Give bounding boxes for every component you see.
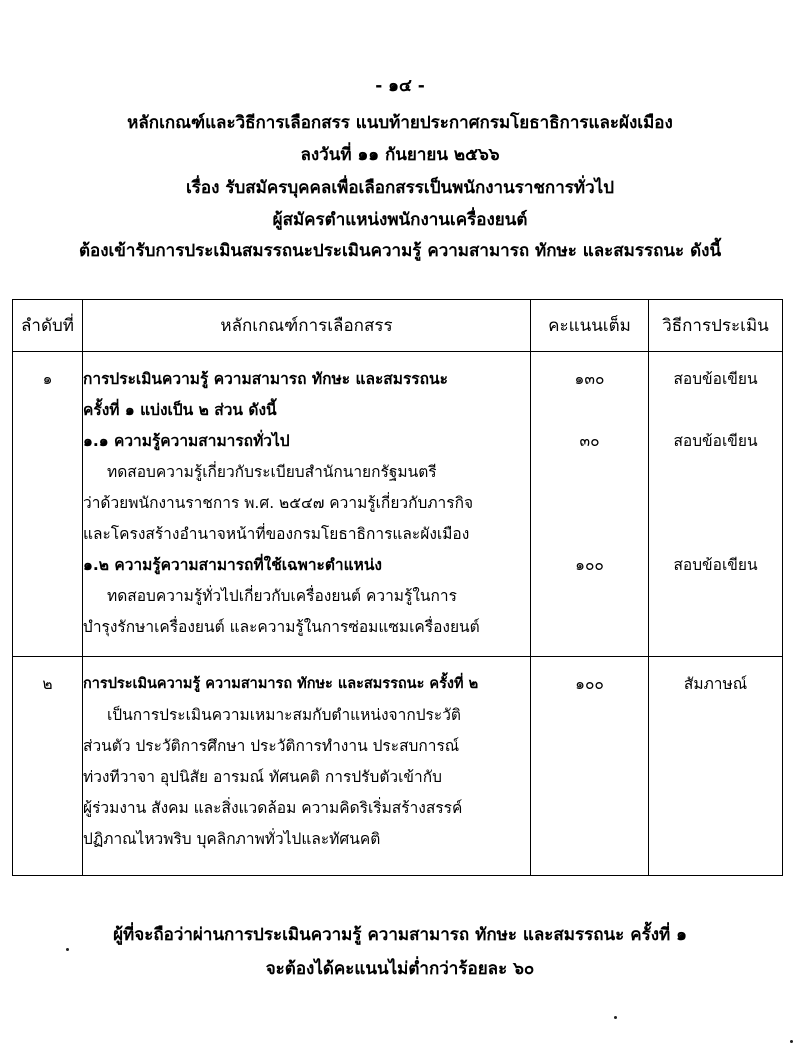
row2-no-cell <box>13 657 83 876</box>
table-header-row <box>13 300 783 352</box>
header-method: วิธีการประเมิน <box>649 300 783 352</box>
row2-desc-2: ส่วนตัว ประวัติการศึกษา ประวัติการทำงาน ประสบการณ์ <box>83 737 460 755</box>
row1-criteria-cell <box>83 352 531 657</box>
scan-speck <box>790 1040 793 1043</box>
document-date: ลงวันที่ ๑๑ กันยายน ๒๕๖๖ <box>300 145 500 165</box>
scan-speck <box>614 1016 617 1019</box>
scan-speck <box>66 948 69 951</box>
criteria-table <box>12 299 783 876</box>
header-full-score: คะแนนเต็ม <box>531 300 649 352</box>
row1-no: ๑ <box>42 370 53 388</box>
row1-sub1-desc-3: และโครงสร้างอำนาจหน้าที่ของกรมโยธาธิการและผังเมือง <box>83 525 470 543</box>
row1-sub2-desc-2: บำรุงรักษาเครื่องยนต์ และความรู้ในการซ่อมแซมเครื่องยนต์ <box>83 618 480 636</box>
row2-desc-4: ผู้ร่วมงาน สังคม และสิ่งแวดล้อม ความคิดริเริ่มสร้างสรรค์ <box>83 799 463 817</box>
header-no: ลำดับที่ <box>13 300 83 352</box>
row1-sub1-score: ๓๐ <box>579 432 600 450</box>
footer-note-line1: ผู้ที่จะถือว่าผ่านการประเมินความรู้ ความสามารถ ทักษะ และสมรรถนะ ครั้งที่ ๑ <box>113 925 687 945</box>
row1-score-cell <box>531 352 649 657</box>
row1-sub2-desc-1: ทดสอบความรู้ทั่วไปเกี่ยวกับเครื่องยนต์ ความรู้ในการ <box>107 587 457 605</box>
row1-sub2-title: ๑.๒ ความรู้ความสามารถที่ใช้เฉพาะตำแหน่ง <box>83 556 382 574</box>
row2-desc-1: เป็นการประเมินความเหมาะสมกับตำแหน่งจากประวัติ <box>107 706 461 724</box>
row2-title: การประเมินความรู้ ความสามารถ ทักษะ และสมรรถนะ ครั้งที่ ๒ <box>83 676 479 692</box>
row1-method-total: สอบข้อเขียน <box>673 370 758 388</box>
row1-sub1-title: ๑.๑ ความรู้ความสามารถทั่วไป <box>83 432 290 450</box>
row1-sub1-desc-1: ทดสอบความรู้เกี่ยวกับระเบียบสำนักนายกรัฐมนตรี <box>107 463 437 481</box>
assessment-intro: ต้องเข้ารับการประเมินสมรรถนะประเมินความรู้ ความสามารถ ทักษะ และสมรรถนะ ดังนี้ <box>78 241 722 261</box>
row1-method-cell <box>649 352 783 657</box>
row1-sub1-desc-2: ว่าด้วยพนักงานราชการ พ.ศ. ๒๕๔๗ ความรู้เกี่ยวกับภารกิจ <box>83 494 474 512</box>
document-title: หลักเกณฑ์และวิธีการเลือกสรร แนบท้ายประกาศกรมโยธาธิการและผังเมือง <box>127 113 673 133</box>
page-number: - ๑๔ - <box>375 76 425 96</box>
position-title: ผู้สมัครตำแหน่งพนักงานเครื่องยนต์ <box>272 210 528 230</box>
row2-desc-3: ท่วงทีวาจา อุปนิสัย อารมณ์ ทัศนคติ การปรับตัวเข้ากับ <box>83 768 442 786</box>
table-row <box>13 657 783 876</box>
row1-sub2-score: ๑๐๐ <box>575 556 604 574</box>
row1-title-b: ครั้งที่ ๑ แบ่งเป็น ๒ ส่วน ดังนี้ <box>83 401 277 419</box>
row1-no-cell <box>13 352 83 657</box>
row1-sub1-method: สอบข้อเขียน <box>673 432 758 450</box>
row1-title-a: การประเมินความรู้ ความสามารถ ทักษะ และสมรรถนะ <box>83 370 448 388</box>
row2-method-cell <box>649 657 783 876</box>
row2-method: สัมภาษณ์ <box>683 675 748 693</box>
footer-note-line2: จะต้องได้คะแนนไม่ต่ำกว่าร้อยละ ๖๐ <box>265 959 535 979</box>
table-row <box>13 352 783 657</box>
row2-criteria-cell <box>83 657 531 876</box>
row2-desc-5: ปฏิภาณไหวพริบ บุคลิกภาพทั่วไปและทัศนคติ <box>83 830 381 848</box>
row2-no: ๒ <box>42 675 53 693</box>
row2-score: ๑๐๐ <box>575 675 604 693</box>
row1-sub2-method: สอบข้อเขียน <box>673 556 758 574</box>
header-criteria: หลักเกณฑ์การเลือกสรร <box>83 300 531 352</box>
row2-score-cell <box>531 657 649 876</box>
row1-score-total: ๑๓๐ <box>574 370 605 388</box>
document-subject: เรื่อง รับสมัครบุคคลเพื่อเลือกสรรเป็นพนักงานราชการทั่วไป <box>185 178 614 198</box>
